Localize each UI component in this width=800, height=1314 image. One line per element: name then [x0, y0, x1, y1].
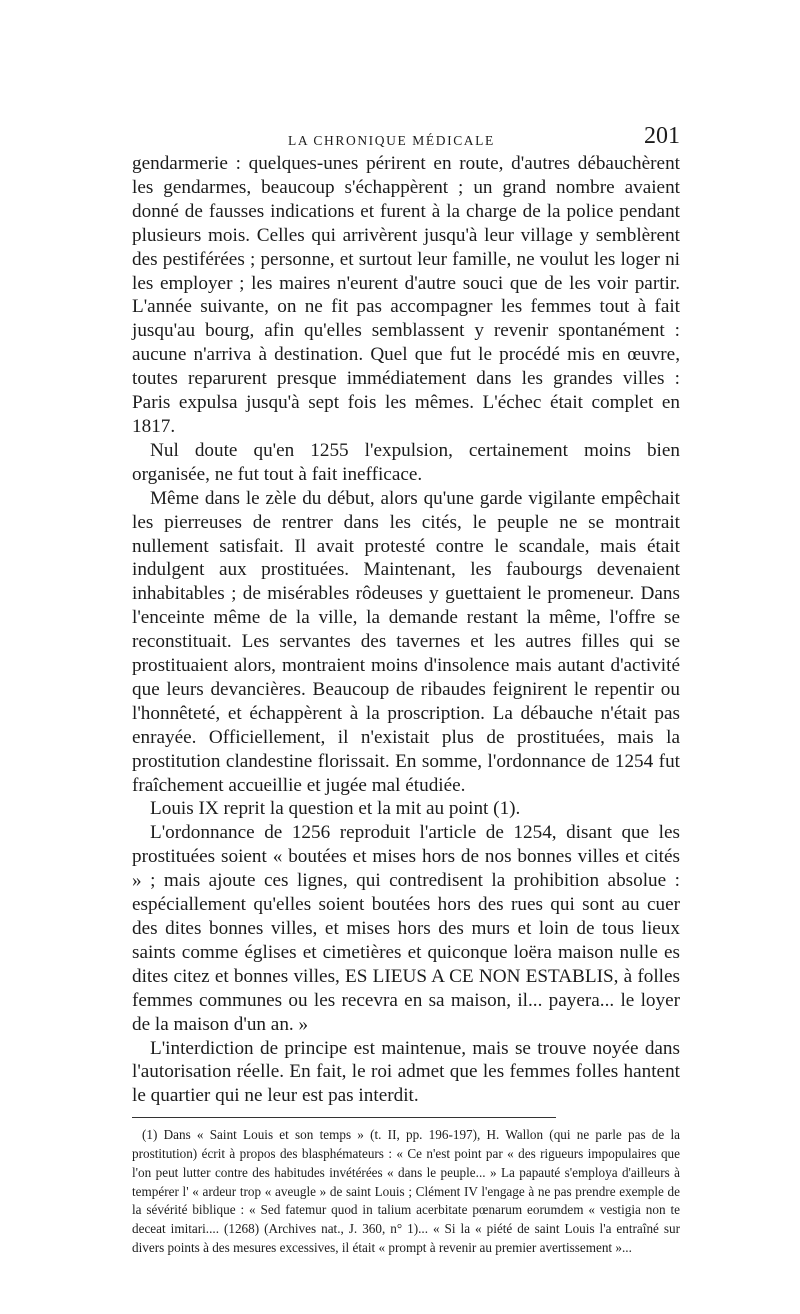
- running-head: LA CHRONIQUE MÉDICALE: [288, 133, 495, 148]
- footnote-1: (1) Dans « Saint Louis et son temps » (t. II, pp. 196-197), H. Wallon (qui ne parle pas de la prostitution) écrit à propos des blasphémateurs : « Ce n'est point par « des rigueurs impopulaires que l'on peut lutter contre des habitudes invétérées « dans le peuple... » La papauté s'employa d'ailleurs à tempérer l' « ardeur trop « aveugle » de saint Louis ; Clément IV l'engage à ne pas prendre exemple de la sévérité biblique : « Sed fatemur quod in talium acerbitate pœnarum eorumdem « vestigia non te deceat imitari.... (1268) (Archives nat., J. 360, n° 1)... « Si la « piété de saint Louis l'a entraîné sur divers points à des mesures excessives, il était « prompt à revenir au premier avertissement »...: [132, 1127, 680, 1256]
- paragraph-6: L'interdiction de principe est maintenue, mais se trouve noyée dans l'autorisation réelle. En fait, le roi admet que les femmes folles hantent le quartier qui ne leur est pas interdit.: [132, 1037, 680, 1107]
- footnote-divider: [132, 1117, 556, 1118]
- footnotes: [132, 1126, 680, 1258]
- paragraph-2: Nul doute qu'en 1255 l'expulsion, certainement moins bien organisée, ne fut tout à fait inefficace.: [132, 439, 680, 485]
- page-header: [132, 124, 680, 152]
- paragraph-5: L'ordonnance de 1256 reproduit l'article de 1254, disant que les prostituées soient « boutées et mises hors de nos bonnes villes et cités » ; mais ajoute ces lignes, qui contredisent la prohibition absolue : espéciallement qu'elles soient boutées hors des rues qui sont au cuer des dites bonnes villes, et mises hors des murs et loin de tous lieux saints comme églises et cimetières et quiconque loëra maison nulle es dites citez et bonnes villes, ES LIEUS A CE NON ESTABLIS, à folles femmes communes ou les recevra en sa maison, il... payera... le loyer de la maison d'un an. »: [132, 822, 680, 1035]
- page-number: 201: [644, 123, 680, 149]
- page: [132, 124, 680, 1258]
- paragraph-4: Louis IX reprit la question et la mit au point (1).: [150, 798, 521, 820]
- paragraph-3: Même dans le zèle du début, alors qu'une garde vigilante empêchait les pierreuses de rentrer dans les cités, le peuple ne se montrait nullement satisfait. Il avait protesté contre le scandale, mais était indulgent aux prostituées. Maintenant, les faubourgs devenaient inhabitables ; de misérables rôdeuses y guettaient le promeneur. Dans l'enceinte même de la ville, la demande restant la même, l'offre se reconstituait. Les servantes des tavernes et les autres filles qui se prostituaient alors, montraient moins d'insolence mais autant d'activité que leurs devancières. Beaucoup de ribaudes feignirent le repentir ou l'honnêteté, et échappèrent à la proscription. La débauche n'était pas enrayée. Officiellement, il n'existait plus de prostituées, mais la prostitution clandestine florissait. En somme, l'ordonnance de 1254 fut fraîchement accueillie et jugée mal étudiée.: [132, 487, 680, 796]
- body-text: [132, 152, 680, 1108]
- paragraph-1: gendarmerie : quelques-unes périrent en route, d'autres débauchèrent les gendarmes, beaucoup s'échappèrent ; un grand nombre avaient donné de fausses indications et furent à la charge de la police pendant plusieurs mois. Celles qui arrivèrent jusqu'à leur village y semblèrent des pestiférées ; personne, et surtout leur famille, ne voulut les loger ni les employer ; les maires n'eurent d'autre souci que de les voir partir. L'année suivante, on ne fit pas accompagner les femmes tout à fait jusqu'au bourg, afin qu'elles semblassent y revenir spontanément : aucune n'arriva à destination. Quel que fut le procédé mis en œuvre, toutes reparurent presque immédiatement dans les grandes villes : Paris expulsa jusqu'à sept fois les mêmes. L'échec était complet en 1817.: [132, 153, 680, 437]
